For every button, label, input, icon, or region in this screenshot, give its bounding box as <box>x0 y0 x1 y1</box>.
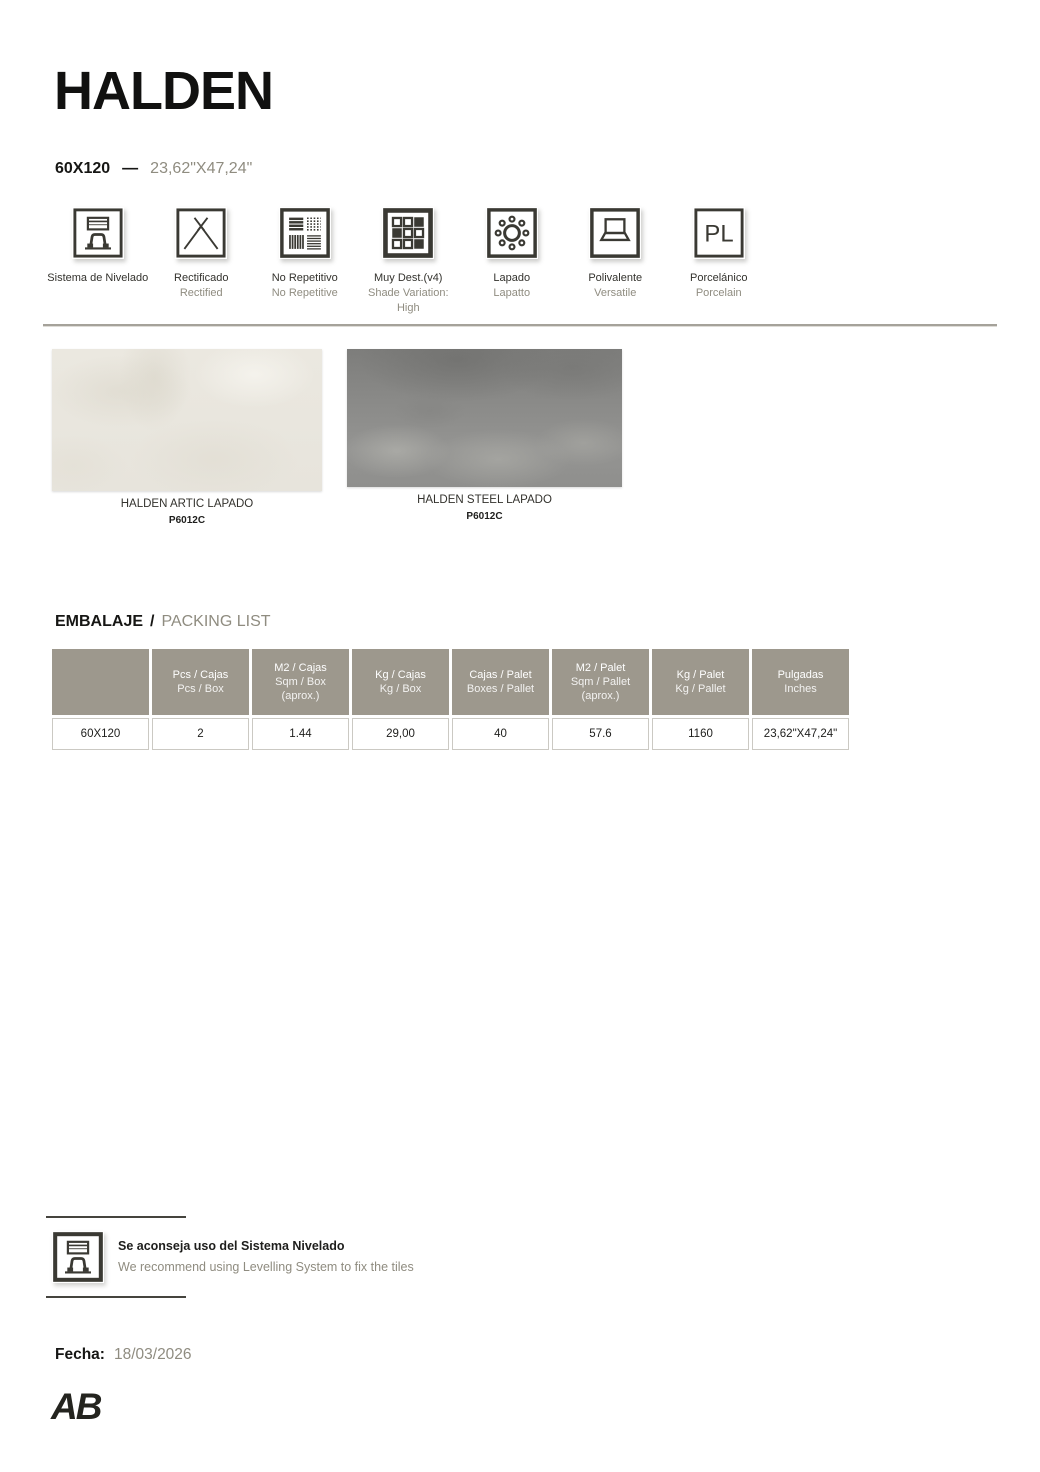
swatch-code: P6012C <box>466 511 503 522</box>
feature-label-en: Lapatto <box>493 287 531 299</box>
swatch-name: HALDEN ARTIC LAPADO <box>120 498 254 510</box>
note-divider-top <box>46 1216 186 1218</box>
feature-label-es: Rectificado <box>174 272 229 284</box>
levelling-system-icon <box>72 207 124 259</box>
table-cell: 2 <box>152 718 249 750</box>
feature-label-en: Shade Variation: High <box>367 287 449 314</box>
packing-heading-separator: / <box>150 613 155 630</box>
feature-label-es: Polivalente <box>588 272 643 284</box>
feature-label-es: Lapado <box>493 272 531 284</box>
packing-table-data-row <box>52 718 849 750</box>
feature-label-es: Porcelánico <box>690 272 748 284</box>
feature-label-en: Versatile <box>594 287 637 299</box>
feature-row <box>46 207 771 316</box>
feature-versatile <box>564 207 668 316</box>
table-header-cell: M2 / Cajas Sqm / Box (aprox.) <box>252 649 349 715</box>
table-header-cell <box>52 649 149 715</box>
section-divider <box>43 324 997 327</box>
size-line <box>55 160 252 178</box>
packing-table <box>49 646 852 753</box>
table-cell: 29,00 <box>352 718 449 750</box>
note-divider-bottom <box>46 1296 186 1298</box>
lappato-icon <box>486 207 538 259</box>
table-cell: 40 <box>452 718 549 750</box>
feature-no-repetitive <box>253 207 357 316</box>
size-cm: 60X120 <box>55 160 111 177</box>
table-header-cell: Kg / Cajas Kg / Box <box>352 649 449 715</box>
feature-lappato <box>460 207 564 316</box>
brand-logo: AB <box>51 1386 101 1427</box>
table-header-cell: Kg / Palet Kg / Pallet <box>652 649 749 715</box>
feature-label-en: No Repetitive <box>271 287 338 299</box>
table-cell: 60X120 <box>52 718 149 750</box>
note-text-es: Se aconseja uso del Sistema Nivelado <box>118 1239 345 1253</box>
note-text-en: We recommend using Levelling System to fix the tiles <box>118 1260 414 1274</box>
feature-label-en: Rectified <box>179 287 223 299</box>
swatch-name: HALDEN STEEL LAPADO <box>417 494 552 506</box>
page-title: HALDEN <box>54 61 273 121</box>
packing-table-header-row <box>52 649 849 715</box>
feature-rectified <box>150 207 254 316</box>
table-cell: 23,62"X47,24" <box>752 718 849 750</box>
date-label: Fecha: <box>55 1346 105 1363</box>
feature-label-en: Porcelain <box>695 287 742 299</box>
feature-label-es: Muy Dest.(v4) <box>374 272 443 284</box>
svg-text:PL: PL <box>704 220 734 248</box>
table-header-cell: M2 / Palet Sqm / Pallet (aprox.) <box>552 649 649 715</box>
table-cell: 1160 <box>652 718 749 750</box>
feature-porcelain <box>667 207 771 316</box>
table-header-cell: Cajas / Palet Boxes / Pallet <box>452 649 549 715</box>
shade-variation-icon <box>382 207 434 259</box>
swatch-artic <box>52 349 322 526</box>
table-header-cell: Pulgadas Inches <box>752 649 849 715</box>
feature-levelling-system <box>46 207 150 316</box>
size-inches: 23,62"X47,24" <box>150 160 253 177</box>
date-line <box>55 1346 192 1364</box>
size-dash: — <box>122 160 139 177</box>
levelling-note <box>118 1238 414 1275</box>
tile-image-artic <box>52 349 322 491</box>
feature-label-es: No Repetitivo <box>271 272 338 284</box>
no-repetitive-icon <box>279 207 331 259</box>
feature-label-es: Sistema de Nivelado <box>47 272 149 284</box>
porcelain-icon <box>693 207 745 259</box>
feature-shade-variation <box>357 207 461 316</box>
table-cell: 1.44 <box>252 718 349 750</box>
tile-image-steel <box>347 349 622 487</box>
packing-heading <box>55 612 271 632</box>
levelling-system-icon <box>52 1231 104 1283</box>
date-value: 18/03/2026 <box>113 1346 192 1363</box>
table-cell: 57.6 <box>552 718 649 750</box>
packing-heading-es: EMBALAJE <box>55 613 144 630</box>
versatile-icon <box>589 207 641 259</box>
packing-heading-en: PACKING LIST <box>161 613 271 630</box>
swatch-steel <box>347 349 622 522</box>
rectified-icon <box>175 207 227 259</box>
swatch-code: P6012C <box>168 515 206 526</box>
table-header-cell: Pcs / Cajas Pcs / Box <box>152 649 249 715</box>
